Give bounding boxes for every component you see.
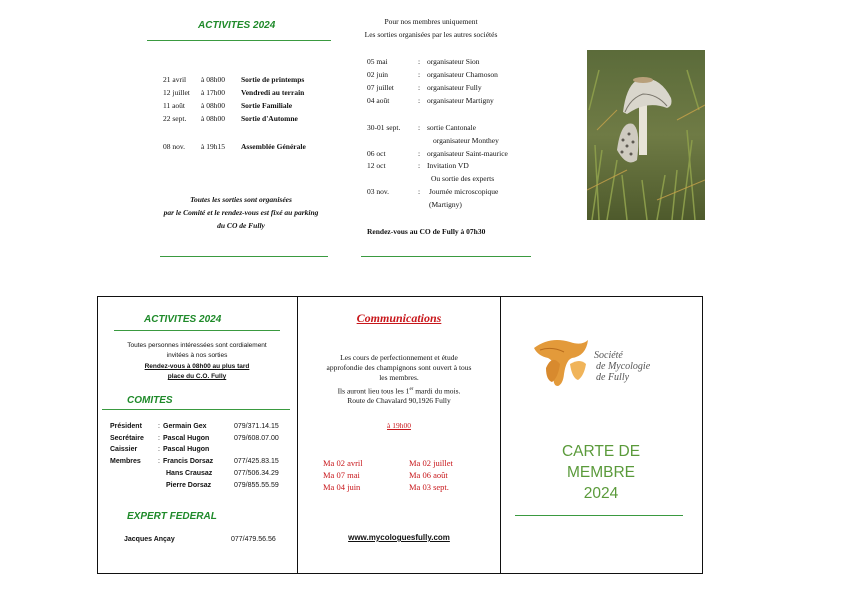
outing-sep: : [418,161,421,170]
schedule-event: Sortie de printemps [241,75,305,84]
schedule-event: Vendredi au terrain [241,88,305,97]
intro-line2: invitées à nos sorties [166,352,228,359]
outing-text: organisateur Chamoson [427,70,498,79]
top-left-title-rule [147,40,331,41]
comm-dates-col1 [323,457,363,493]
website-link[interactable]: www.mycologuesfully.com [348,533,450,542]
other-societies-header: Les sorties organisées par les autres sociétés [364,30,498,39]
comm-date: Ma 06 août [409,470,448,480]
top-middle-bottom-rule [361,256,531,257]
outing-sep: : [418,187,421,196]
rendezvous-line2: place du C.O. Fully [167,373,227,380]
outing-sep: : [418,70,421,79]
outing-date: 30-01 sept. [367,123,401,132]
comm-body-line2: approfondie des champignons sont ouvert à tous [326,363,472,372]
committee-sep: : [158,458,160,465]
chanterelle-icon [530,334,592,390]
outing-text: organisateur Fully [427,83,482,92]
members-only-header: Pour nos membres uniquement [384,17,478,26]
outing-sep: : [418,57,421,66]
comm-body-line1: Les cours de perfectionnement et étude [340,353,458,362]
committee-phone: 079/608.07.00 [234,435,279,442]
outing-text: Ou sortie des experts [431,174,495,183]
schedule-date: 08 nov. [163,142,186,151]
committee-phone: 077/506.34.29 [234,470,279,477]
outing-date: 12 oct [367,161,386,170]
committee-name: Pierre Dorsaz [166,482,212,489]
comm-body-line4-a: Ils auront lieu tous les 1 [337,386,410,396]
schedule-date: 11 août [163,101,186,110]
committee-sep: : [158,446,160,453]
outing-sep: : [418,83,421,92]
schedule-time: à 19h15 [201,142,225,151]
outing-date: 02 juin [367,70,389,79]
card-title-line1: CARTE DE [561,443,641,460]
comm-time: à 19h00 [387,421,411,430]
mushroom-photo [587,50,705,220]
logo-line2: de Mycologie [596,361,651,372]
top-activities-title: ACTIVITES 2024 [198,20,276,31]
comm-body-line4 [300,385,498,397]
committee-name: Pascal Hugon [163,446,210,453]
comm-body-sup: er [409,387,414,392]
outing-text: Invitation VD [427,161,469,170]
committee-name: Hans Crausaz [166,470,213,477]
committee-role: Secrétaire [110,435,144,442]
outing-date: 07 juillet [367,83,394,92]
committee-phone: 077/425.83.15 [234,458,279,465]
meeting-point-text: Rendez-vous au CO de Fully à 07h30 [367,227,486,236]
comm-body-line3: les membres. [379,373,419,382]
panel-activities-title: ACTIVITES 2024 [144,314,222,325]
card-title-line2: MEMBRE [566,464,636,481]
outing-text: organisateur Monthey [433,136,499,145]
committee-role: Caissier [110,446,138,453]
expert-name: Jacques Ançay [124,536,175,543]
outing-date: 03 nov. [367,187,390,196]
comites-rule [102,409,290,410]
committee-role: Membres [110,458,141,465]
intro-line1: Toutes personnes intéressées sont cordialement [127,342,267,349]
mushroom-illustration [587,50,705,220]
outing-text: organisateur Sion [427,57,480,66]
committee-role: Président [110,423,142,430]
outing-text: sortie Cantonale [427,123,476,132]
comm-date: Ma 04 juin [323,482,361,492]
card-title-line3: 2024 [583,485,619,502]
card-bottom-rule [515,515,683,516]
committee-name: Germain Gex [163,423,207,430]
top-note-line3: du CO de Fully [217,221,265,230]
comm-date: Ma 07 mai [323,470,360,480]
outing-date: 06 oct [367,149,386,158]
comites-title: COMITES [127,395,173,406]
schedule-date: 22 sept. [163,114,187,123]
committee-sep: : [158,435,160,442]
comm-body-line5: Route de Chavalard 90,1926 Fully [347,396,451,405]
expert-phone: 077/479.56.56 [231,536,276,543]
logo-line3: de Fully [596,372,630,383]
committee-name: Pascal Hugon [163,435,210,442]
card-title [501,441,701,504]
outing-text: organisateur Martigny [427,96,494,105]
schedule-time: à 08h00 [201,114,225,123]
communications-title: Communications [356,311,442,325]
outing-sep: : [418,96,421,105]
committee-name: Francis Dorsaz [163,458,214,465]
outing-sep: : [418,149,421,158]
comm-date: Ma 02 juillet [409,458,453,468]
outing-date: 04 août [367,96,390,105]
comm-date: Ma 02 avril [323,458,363,468]
committee-phone: 079/371.14.15 [234,423,279,430]
outing-text: Journée microscopique [429,187,499,196]
schedule-event: Sortie Familiale [241,101,293,110]
comm-dates-col2 [409,457,453,493]
top-left-bottom-rule [160,256,328,257]
society-logo [530,334,680,390]
outing-sep: : [418,123,421,132]
outing-text: organisateur Saint-maurice [427,149,508,158]
schedule-time: à 08h00 [201,101,225,110]
comm-date: Ma 03 sept. [409,482,449,492]
schedule-event: Sortie d'Automne [241,114,298,123]
top-note-line2: par le Comité et le rendez-vous est fixé au parking [163,208,319,217]
schedule-event: Assemblée Générale [241,142,306,151]
schedule-date: 21 avril [163,75,187,84]
schedule-time: à 17h00 [201,88,225,97]
schedule-date: 12 juillet [163,88,190,97]
schedule-time: à 08h00 [201,75,225,84]
committee-phone: 079/855.55.59 [234,482,279,489]
logo-line1: Société [594,350,623,361]
top-note-line1: Toutes les sorties sont organisées [190,195,292,204]
expert-title: EXPERT FEDERAL [127,511,217,522]
rendezvous-line1: Rendez-vous à 08h00 au plus tard [144,363,250,370]
comm-body-line4-b: mardi du mois. [413,386,461,396]
panel-activities-title-rule [114,330,280,331]
committee-sep: : [158,423,160,430]
outing-date: 05 mai [367,57,388,66]
outing-text: (Martigny) [429,200,462,209]
